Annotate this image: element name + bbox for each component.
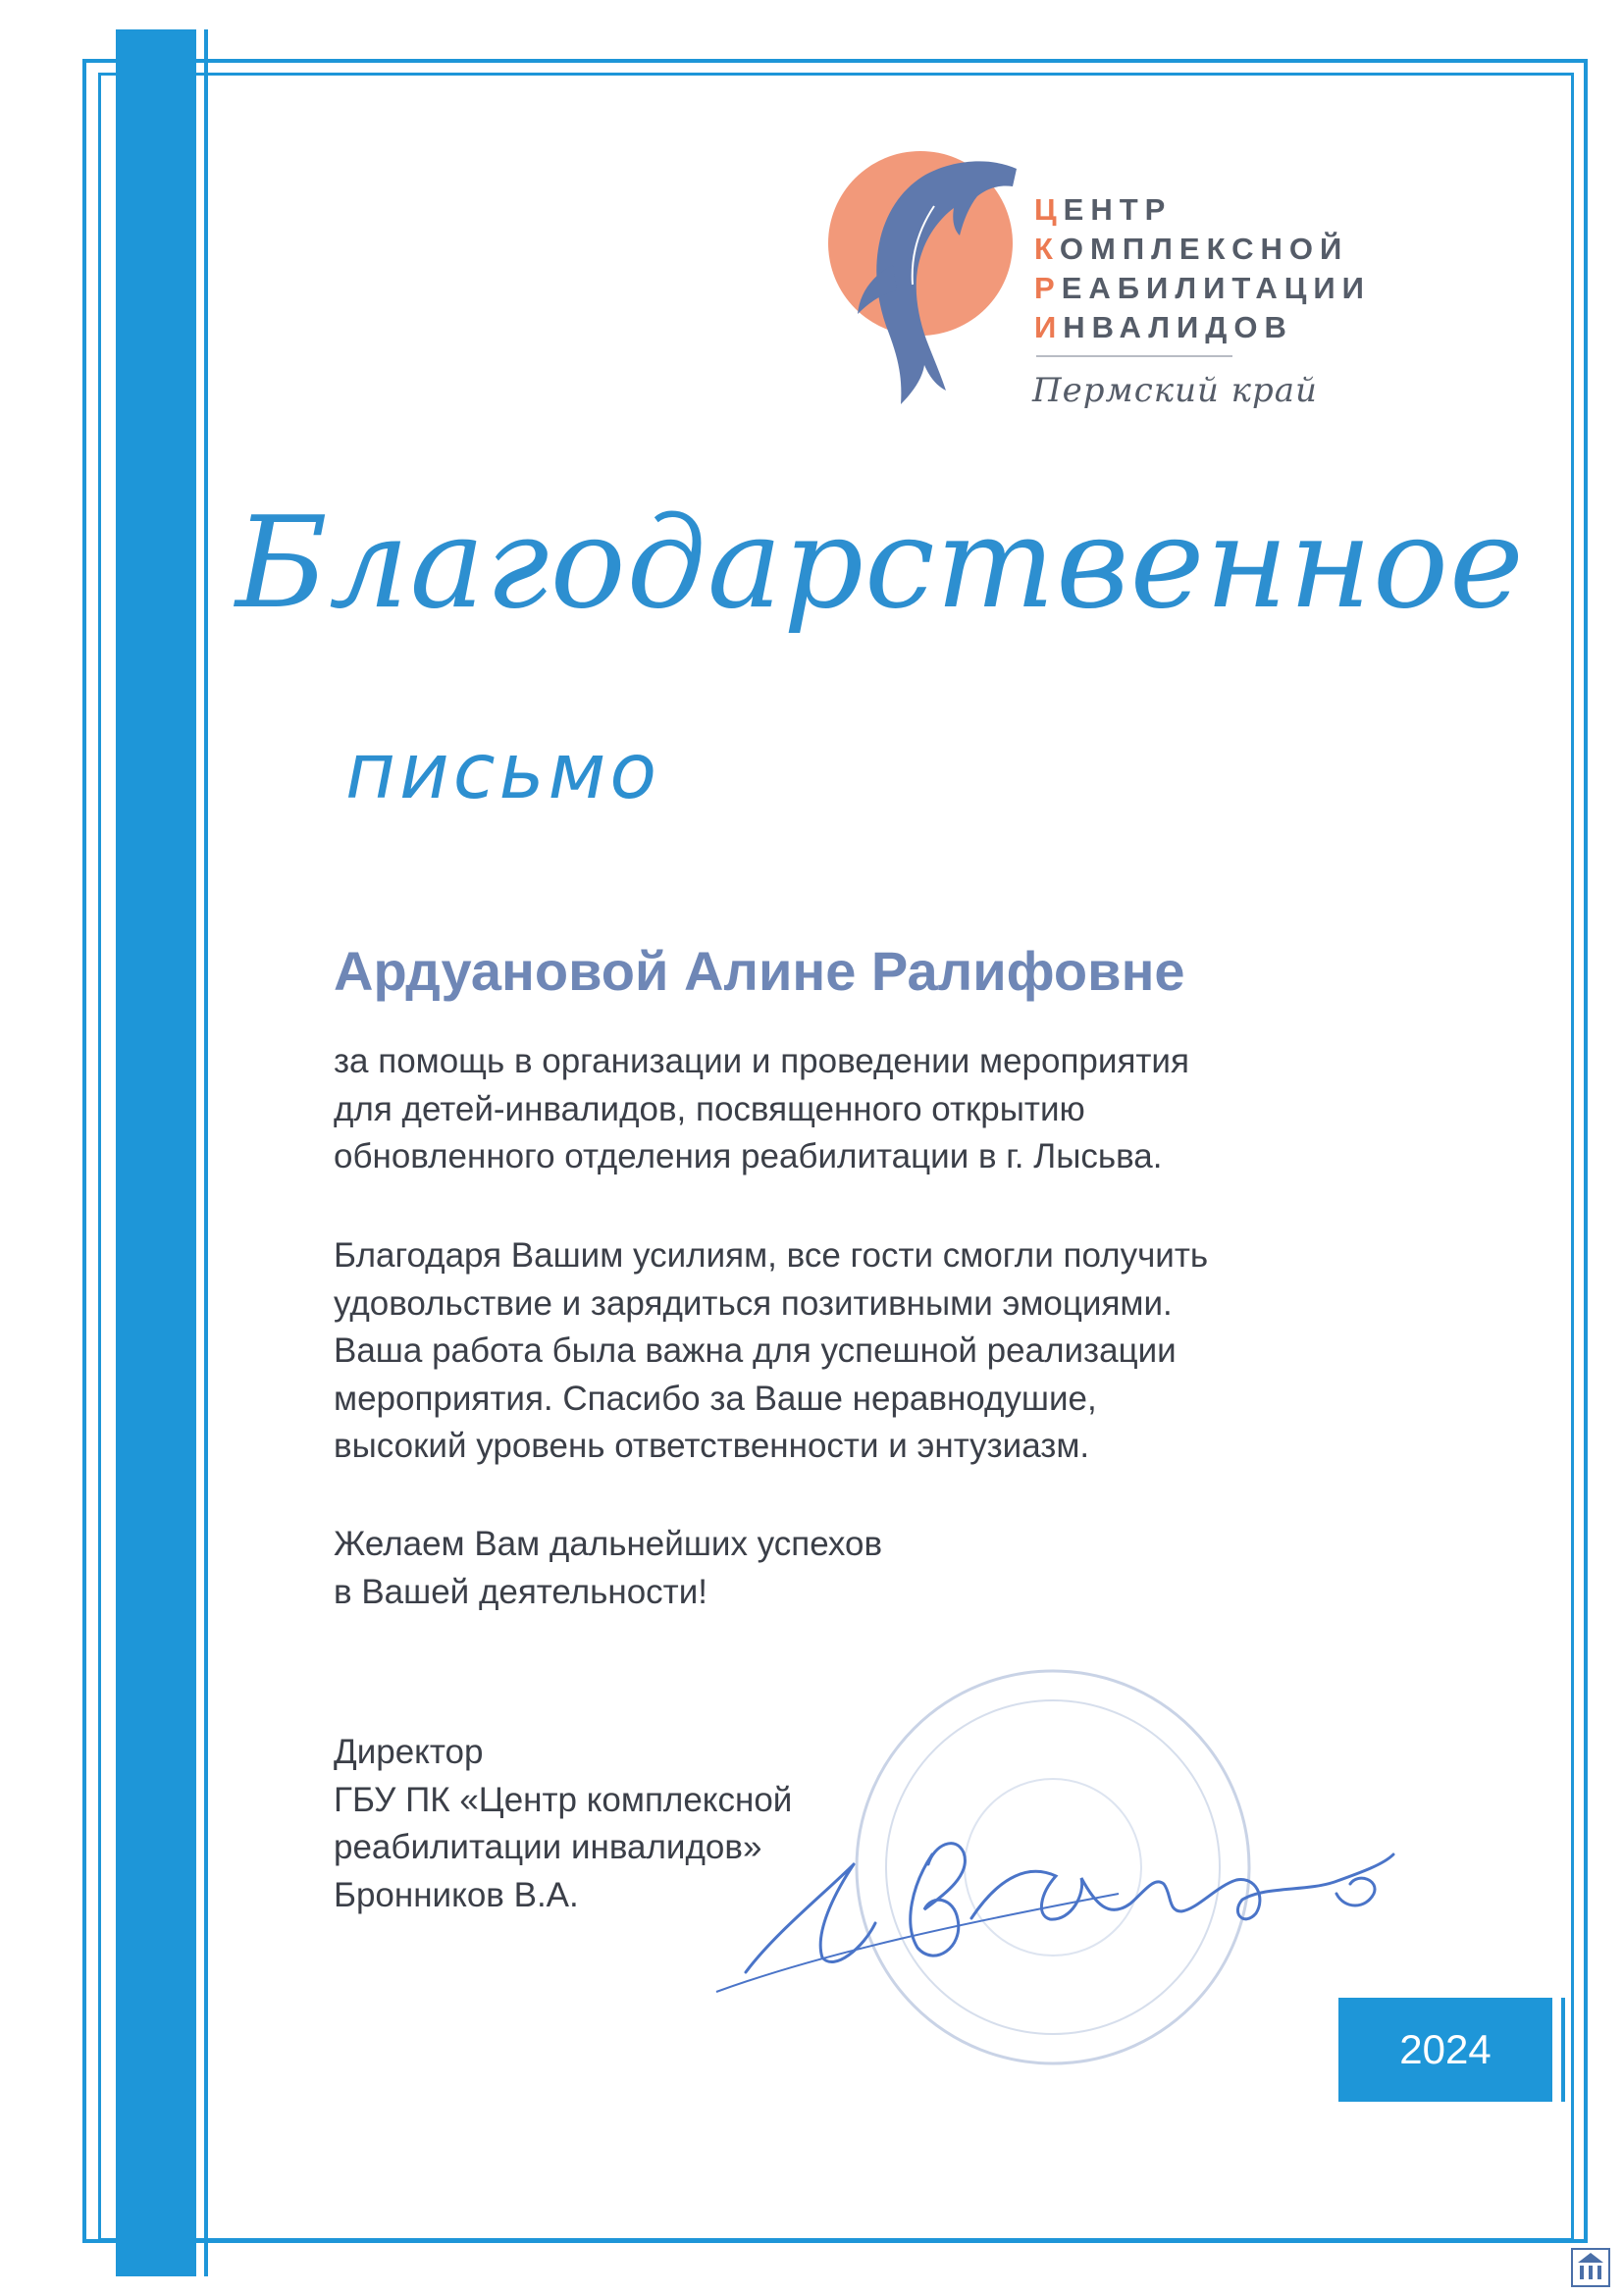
signatory-title: Директор — [334, 1733, 484, 1771]
signatory-name: Бронников В.А. — [334, 1875, 579, 1914]
text-line: за помощь в организации и проведении мероприятия — [334, 1042, 1189, 1080]
logo-word-1: ЦЕНТР — [1034, 192, 1173, 227]
logo-region: Пермский край — [1032, 371, 1318, 410]
year-box-line — [1561, 1998, 1565, 2102]
handwritten-signature — [707, 1747, 1452, 2011]
signatory-organization: ГБУ ПК «Центр комплексной — [334, 1780, 793, 1819]
text-line: удовольствие и зарядиться позитивными эмоциями. — [334, 1283, 1173, 1323]
corner-logo-icon — [1570, 2247, 1611, 2288]
logo-word-2: КОМПЛЕКСНОЙ — [1034, 232, 1349, 266]
recipient-name: Ардуановой Алине Ралифовне — [334, 940, 1185, 1002]
logo-word-4: ИНВАЛИДОВ — [1034, 310, 1293, 344]
text-line: мероприятия. Спасибо за Ваше неравнодушие, — [334, 1379, 1097, 1418]
text-line: Желаем Вам дальнейших успехов — [334, 1525, 883, 1563]
logo-word-3: РЕАБИЛИТАЦИИ — [1034, 271, 1371, 305]
paragraph-thanks — [334, 1232, 1208, 1471]
text-line: в Вашей деятельности! — [334, 1572, 707, 1611]
letter-title: Благодарственное — [236, 491, 1525, 637]
text-line: для детей-инвалидов, посвященного открытию — [334, 1089, 1085, 1128]
text-line: Благодаря Вашим усилиям, все гости смогли получить — [334, 1236, 1209, 1275]
text-line: Ваша работа была важна для успешной реализации — [334, 1331, 1177, 1370]
signatory-organization-cont: реабилитации инвалидов» — [334, 1828, 762, 1866]
year-label: 2024 — [1399, 2026, 1492, 2072]
letter-subtitle: письмо — [345, 728, 661, 816]
text-line: высокий уровень ответственности и энтузиазм. — [334, 1427, 1090, 1465]
logo-divider — [1036, 355, 1232, 357]
text-line: обновленного отделения реабилитации в г. Лысьва. — [334, 1137, 1163, 1175]
paragraph-reason — [334, 1038, 1189, 1181]
paragraph-wishes — [334, 1521, 882, 1616]
